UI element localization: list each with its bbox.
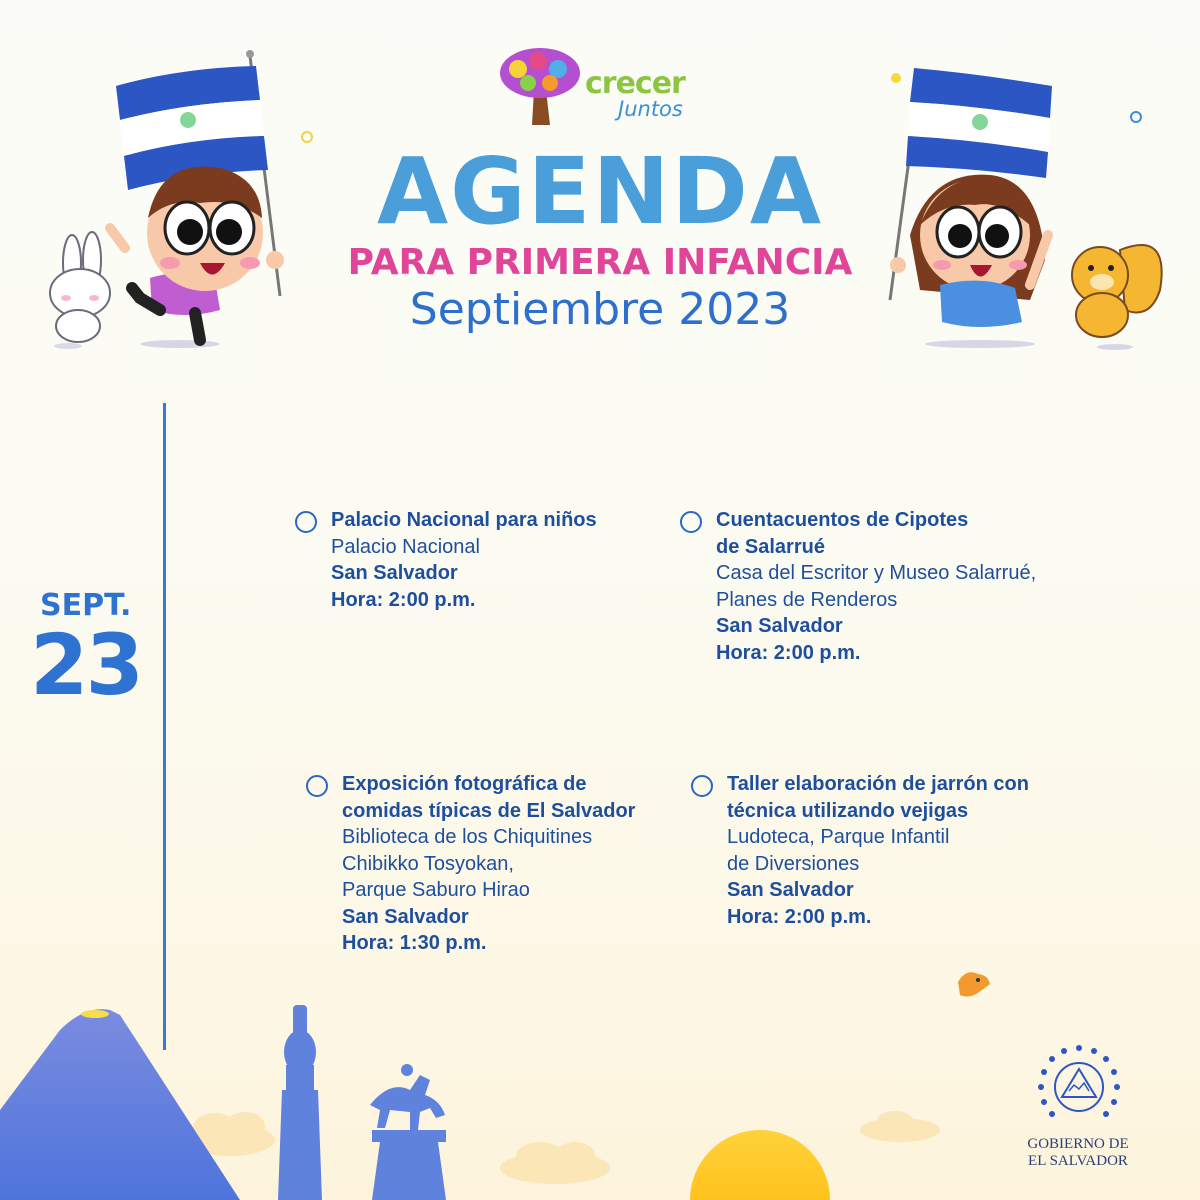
gov-line-1: GOBIERNO DE (1027, 1136, 1129, 1152)
page-title: AGENDA (376, 138, 824, 245)
page-subtitle: PARA PRIMERA INFANCIA (347, 242, 853, 283)
event-place: Parque Saburo Hirao (342, 879, 530, 901)
event-title: Palacio Nacional para niños (331, 509, 597, 531)
bullet-circle-icon (680, 511, 702, 533)
event-city: San Salvador (716, 615, 843, 637)
event-item (727, 771, 1087, 930)
logo-subtitle: Juntos (618, 97, 683, 121)
event-title: comidas típicas de El Salvador (342, 799, 636, 822)
monument-tower-icon (278, 1005, 322, 1200)
page-month: Septiembre 2023 (409, 284, 791, 335)
event-city: San Salvador (342, 905, 469, 928)
event-place: Biblioteca de los Chiquitines (342, 826, 593, 848)
sun-icon (690, 1130, 830, 1200)
event-item (331, 507, 661, 613)
bullet-circle-icon (306, 775, 328, 797)
event-city: San Salvador (727, 879, 854, 901)
bullet-circle-icon (295, 511, 317, 533)
date-day: 23 (30, 616, 141, 714)
event-item (342, 771, 682, 957)
event-time: Hora: 2:00 p.m. (331, 588, 476, 611)
event-item (716, 507, 1076, 666)
timeline-line (163, 403, 166, 1050)
government-seal-icon (1034, 1043, 1124, 1133)
equestrian-statue-icon (370, 1064, 446, 1200)
event-place: Chibikko Tosyokan, (342, 852, 514, 875)
event-place: de Diversiones (727, 852, 860, 875)
event-place: Casa del Escritor y Museo Salarrué, (716, 562, 1037, 584)
event-time: Hora: 2:00 p.m. (727, 905, 872, 928)
event-place: Palacio Nacional (331, 535, 480, 558)
event-time: Hora: 2:00 p.m. (716, 641, 861, 664)
event-title: Exposición fotográfica de (342, 773, 587, 795)
crecer-juntos-logo-icon (498, 45, 583, 127)
government-wordmark (1010, 1136, 1146, 1170)
cloud-icon (860, 1111, 940, 1142)
bullet-circle-icon (691, 775, 713, 797)
bird-icon (958, 972, 990, 996)
event-place: Ludoteca, Parque Infantil (727, 826, 950, 848)
event-title: de Salarrué (716, 535, 825, 558)
event-time: Hora: 1:30 p.m. (342, 932, 487, 954)
event-place: Planes de Renderos (716, 588, 898, 611)
event-title: Taller elaboración de jarrón con (727, 773, 1029, 795)
event-city: San Salvador (331, 562, 458, 584)
cloud-icon (500, 1142, 610, 1184)
date-month: SEPT. (40, 588, 132, 623)
volcano-icon (0, 1009, 240, 1200)
event-title: Cuentacuentos de Cipotes (716, 509, 969, 531)
logo-wordmark: crecer (585, 66, 685, 101)
event-title: técnica utilizando vejigas (727, 799, 969, 822)
gov-line-2: EL SALVADOR (1028, 1153, 1128, 1169)
